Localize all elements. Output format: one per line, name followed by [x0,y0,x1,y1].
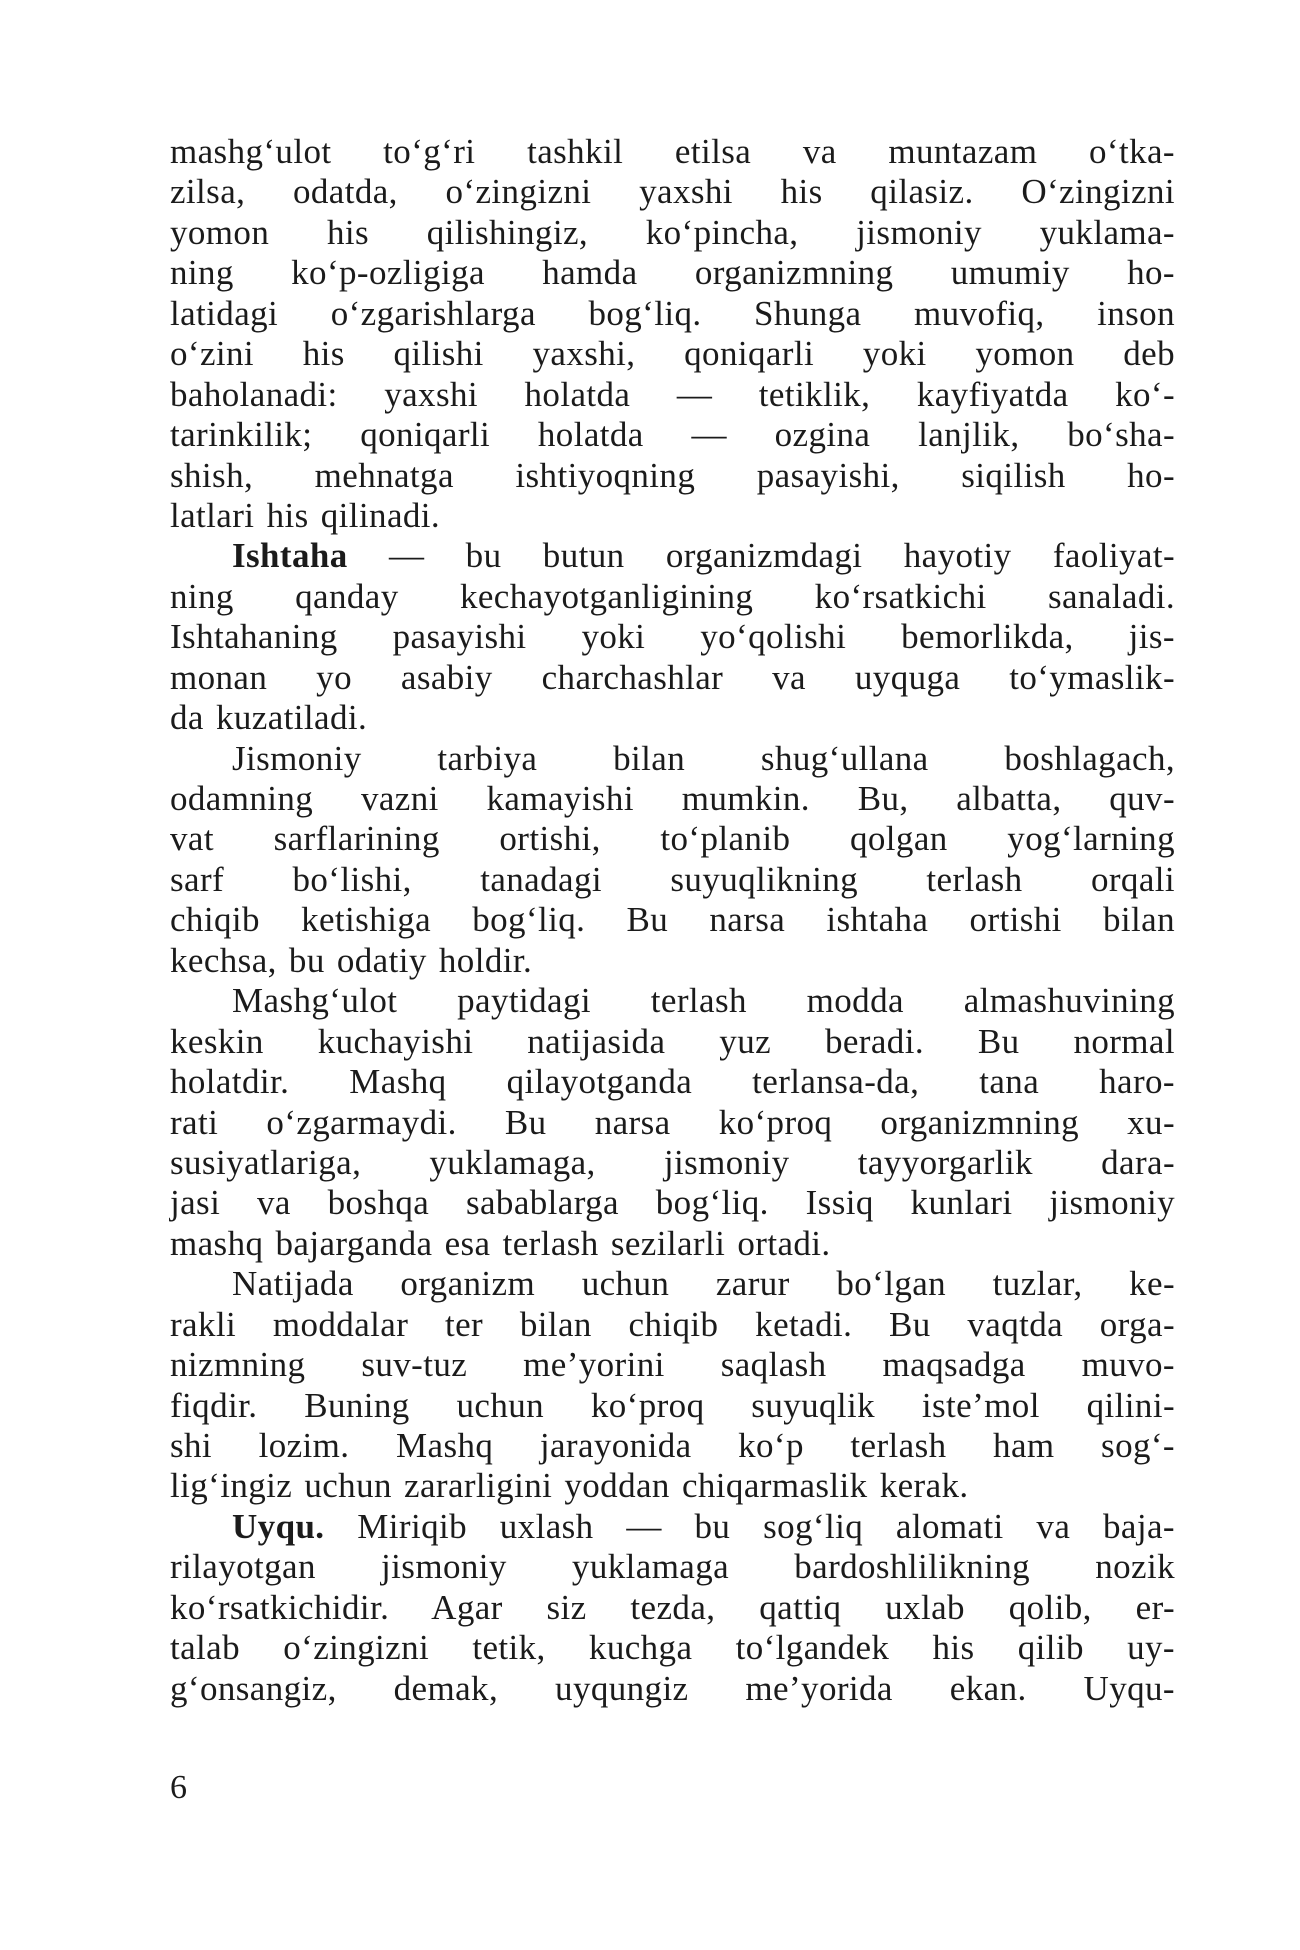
text-line: holatdir. Mashq qilayotganda terlansa-da, tana haro- [170,1062,1175,1102]
text-line: Mashg‘ulot paytidagi terlash modda almashuvining [232,981,1175,1021]
text-line: Jismoniy tarbiya bilan shug‘ullana boshlagach, [232,738,1175,778]
text-line: kechsa, bu odatiy holdir. [170,940,533,980]
text-line: keskin kuchayishi natijasida yuz beradi. Bu normal [170,1021,1175,1061]
line-text: Miriqib uxlash — bu sog‘liq alomati va baja- [324,1506,1175,1546]
text-line [170,536,1175,576]
text-line: chiqib ketishiga bog‘liq. Bu narsa ishtaha ortishi bilan [170,900,1175,940]
text-line: jasi va boshqa sabablarga bog‘liq. Issiq kunlari jismoniy [170,1183,1175,1223]
text-line: mashq bajarganda esa terlash sezilarli ortadi. [170,1223,831,1263]
text-line: nizmning suv-tuz me’yorini saqlash maqsadga muvo- [170,1345,1175,1385]
text-line: odamning vazni kamayishi mumkin. Bu, albatta, quv- [170,779,1175,818]
text-line: susiyatlariga, yuklamaga, jismoniy tayyorgarlik dara- [170,1142,1175,1182]
term-uyqu: Uyqu. [232,1506,325,1546]
text-line: ko‘rsatkichidir. Agar siz tezda, qattiq uxlab qolib, er- [170,1587,1175,1627]
text-line [170,1507,1175,1547]
page-number: 6 [170,1769,187,1806]
text-line: latlari his qilinadi. [170,495,441,535]
text-line: mashg‘ulot to‘g‘ri tashkil etilsa va muntazam o‘tka- [170,132,1175,171]
text-line: lig‘ingiz uchun zararligini yoddan chiqarmaslik kerak. [170,1466,969,1506]
text-line: o‘zini his qilishi yaxshi, qoniqarli yoki yomon deb [170,334,1175,374]
text-line: rilayotgan jismoniy yuklamaga bardoshlilikning nozik [170,1547,1175,1587]
body-text [170,132,1175,1709]
line-text: — bu butun organizmdagi hayotiy faoliyat- [347,536,1175,576]
text-line: g‘onsangiz, demak, uyqungiz me’yorida ekan. Uyqu- [170,1668,1175,1708]
text-line: Natijada organizm uchun zarur bo‘lgan tuzlar, ke- [232,1264,1175,1304]
text-line: rakli moddalar ter bilan chiqib ketadi. Bu vaqtda orga- [170,1304,1175,1344]
text-line: fiqdir. Buning uchun ko‘proq suyuqlik iste’mol qilini- [170,1385,1175,1425]
text-line: latidagi o‘zgarishlarga bog‘liq. Shunga muvofiq, inson [170,293,1175,333]
text-line: vat sarflarining ortishi, to‘planib qolgan yog‘larning [170,819,1175,859]
text-line: tarinkilik; qoniqarli holatda — ozgina lanjlik, bo‘sha- [170,415,1175,455]
text-line: ning ko‘p-ozligiga hamda organizmning umumiy ho- [170,253,1175,293]
text-line: da kuzatiladi. [170,698,368,738]
text-line: shi lozim. Mashq jarayonida ko‘p terlash ham sog‘- [170,1426,1175,1465]
text-line: rati o‘zgarmaydi. Bu narsa ko‘proq organizmning xu- [170,1102,1175,1142]
text-line: monan yo asabiy charchashlar va uyquga to‘ymaslik- [170,657,1175,697]
term-ishtaha: Ishtaha [232,536,348,576]
text-line: zilsa, odatda, o‘zingizni yaxshi his qilasiz. O‘zingizni [170,172,1175,212]
text-line: talab o‘zingizni tetik, kuchga to‘lgandek his qilib uy- [170,1628,1175,1668]
text-line: ning qanday kechayotganligining ko‘rsatkichi sanaladi. [170,576,1175,616]
text-line: Ishtahaning pasayishi yoki yo‘qolishi bemorlikda, jis- [170,617,1175,657]
text-line: baholanadi: yaxshi holatda — tetiklik, kayfiyatda ko‘- [170,374,1175,414]
text-line: shish, mehnatga ishtiyoqning pasayishi, siqilish ho- [170,455,1175,495]
text-line: sarf bo‘lishi, tanadagi suyuqlikning terlash orqali [170,859,1175,899]
text-line: yomon his qilishingiz, ko‘pincha, jismoniy yuklama- [170,212,1175,252]
